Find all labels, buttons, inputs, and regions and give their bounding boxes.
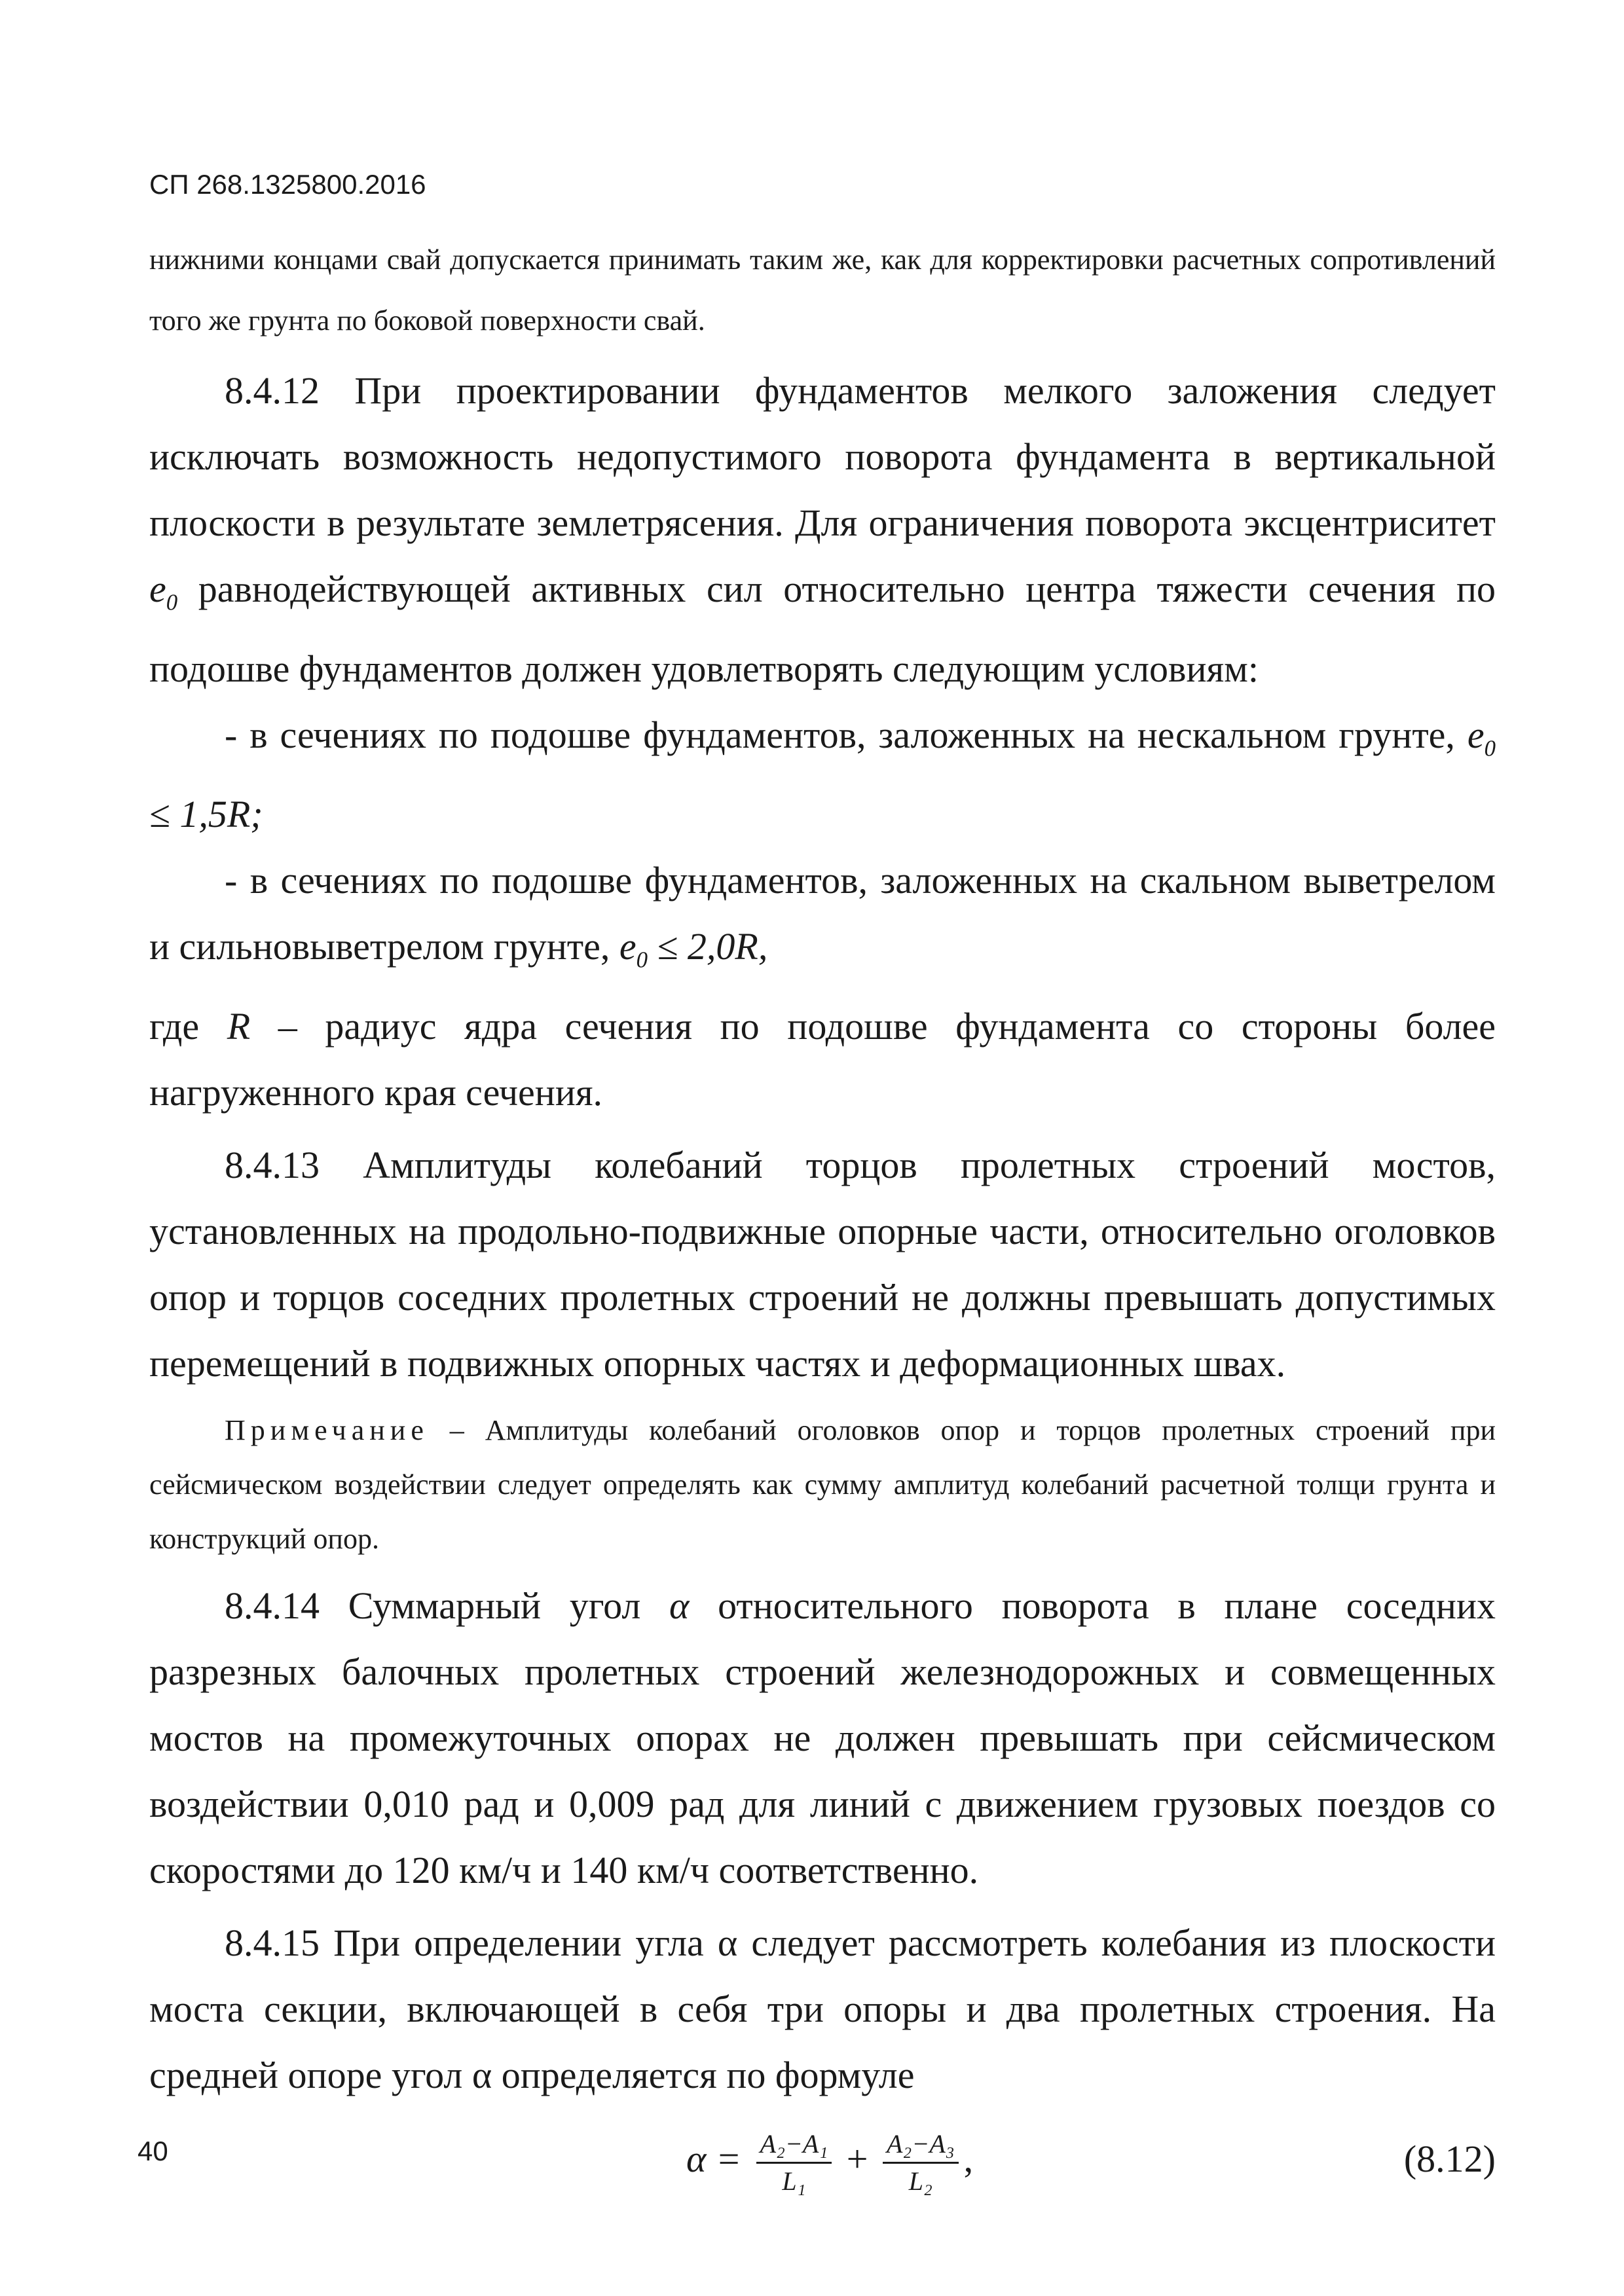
formula-expression: α = $\frac{\text{A₂−A₁}}{\text{L₁}}$ + $\frac{\text{A₂−A₃}}{\text{L₂}}$ ,	[686, 2126, 973, 2199]
paragraph-8-4-13: 8.4.13 Амплитуды колебаний торцов пролетных строений мостов, установленных на продольно-подвижные опорные части, относительно оголовков опор и торцов соседних пролетных строений не должны превышать допустимых перемещений в подвижных опорных частях и деформационных швах.	[149, 1143, 1496, 1385]
note: Примечание – Амплитуды колебаний оголовков опор и торцов пролетных строений при сейсмическом воздействии следует определять как сумму амплитуд колебаний расчетной толщи грунта и конструкций опор.	[149, 1413, 1496, 1555]
formula-number: (8.12)	[1403, 2137, 1496, 2180]
note-label: Примечание	[225, 1413, 429, 1446]
fraction-2: $\frac{\text{A₂−A₃}}{\text{L₂}}$	[883, 2126, 959, 2199]
document-code: СП 268.1325800.2016	[149, 169, 426, 200]
symbol-e0: $e_0$	[149, 568, 178, 615]
formula-8-12	[149, 2108, 1496, 2206]
paragraph-continuation: нижними концами свай допускается принимать таким же, как для корректировки расчетных сопротивлений того же грунта по боковой поверхности свай.	[149, 244, 1496, 337]
definition-R: где R – радиус ядра сечения по подошве фундамента со стороны более нагруженного края сечения.	[149, 1004, 1496, 1114]
fraction-1: $\frac{\text{A₂−A₁}}{\text{L₁}}$	[756, 2126, 832, 2199]
paragraph-8-4-15: 8.4.15 При определении угла α следует рассмотреть колебания из плоскости моста секции, включающей в себя три опоры и два пролетных строения. На средней опоре угол α определяется по формуле	[149, 1921, 1496, 2096]
page-number: 40	[138, 2136, 168, 2166]
page-content	[149, 229, 1496, 2206]
paragraph-8-4-12: 8.4.12 При проектировании фундаментов мелкого заложения следует исключать возможность недопустимого поворота фундамента в вертикальной плоскости в результате землетрясения. Для ограничения поворота эксцентриситет $e_0$ равнодействующей активных сил относительно центра тяжести сечения по подошве фундаментов должен удовлетворять следующим условиям:	[149, 369, 1496, 690]
condition-non-rocky: - в сечениях по подошве фундаментов, заложенных на нескальном грунте, $e_0 \le 1,5R$;	[149, 713, 1496, 836]
paragraph-8-4-14: 8.4.14 Суммарный угол α относительного поворота в плане соседних разрезных балочных пролетных строений железнодорожных и совмещенных мостов на промежуточных опорах не должен превышать при сейсмическом воздействии 0,010 рад и 0,009 рад для линий с движением грузовых поездов со скоростями до 120 км/ч и 140 км/ч соответственно.	[149, 1584, 1496, 1891]
symbol-e0: $e_0$	[1467, 713, 1496, 761]
symbol-e0: $e_0$	[619, 925, 648, 973]
condition-rocky: - в сечениях по подошве фундаментов, заложенных на скальном выветрелом и сильновыветрелом грунте, $e_0 \le 2,0R$,	[149, 859, 1496, 973]
